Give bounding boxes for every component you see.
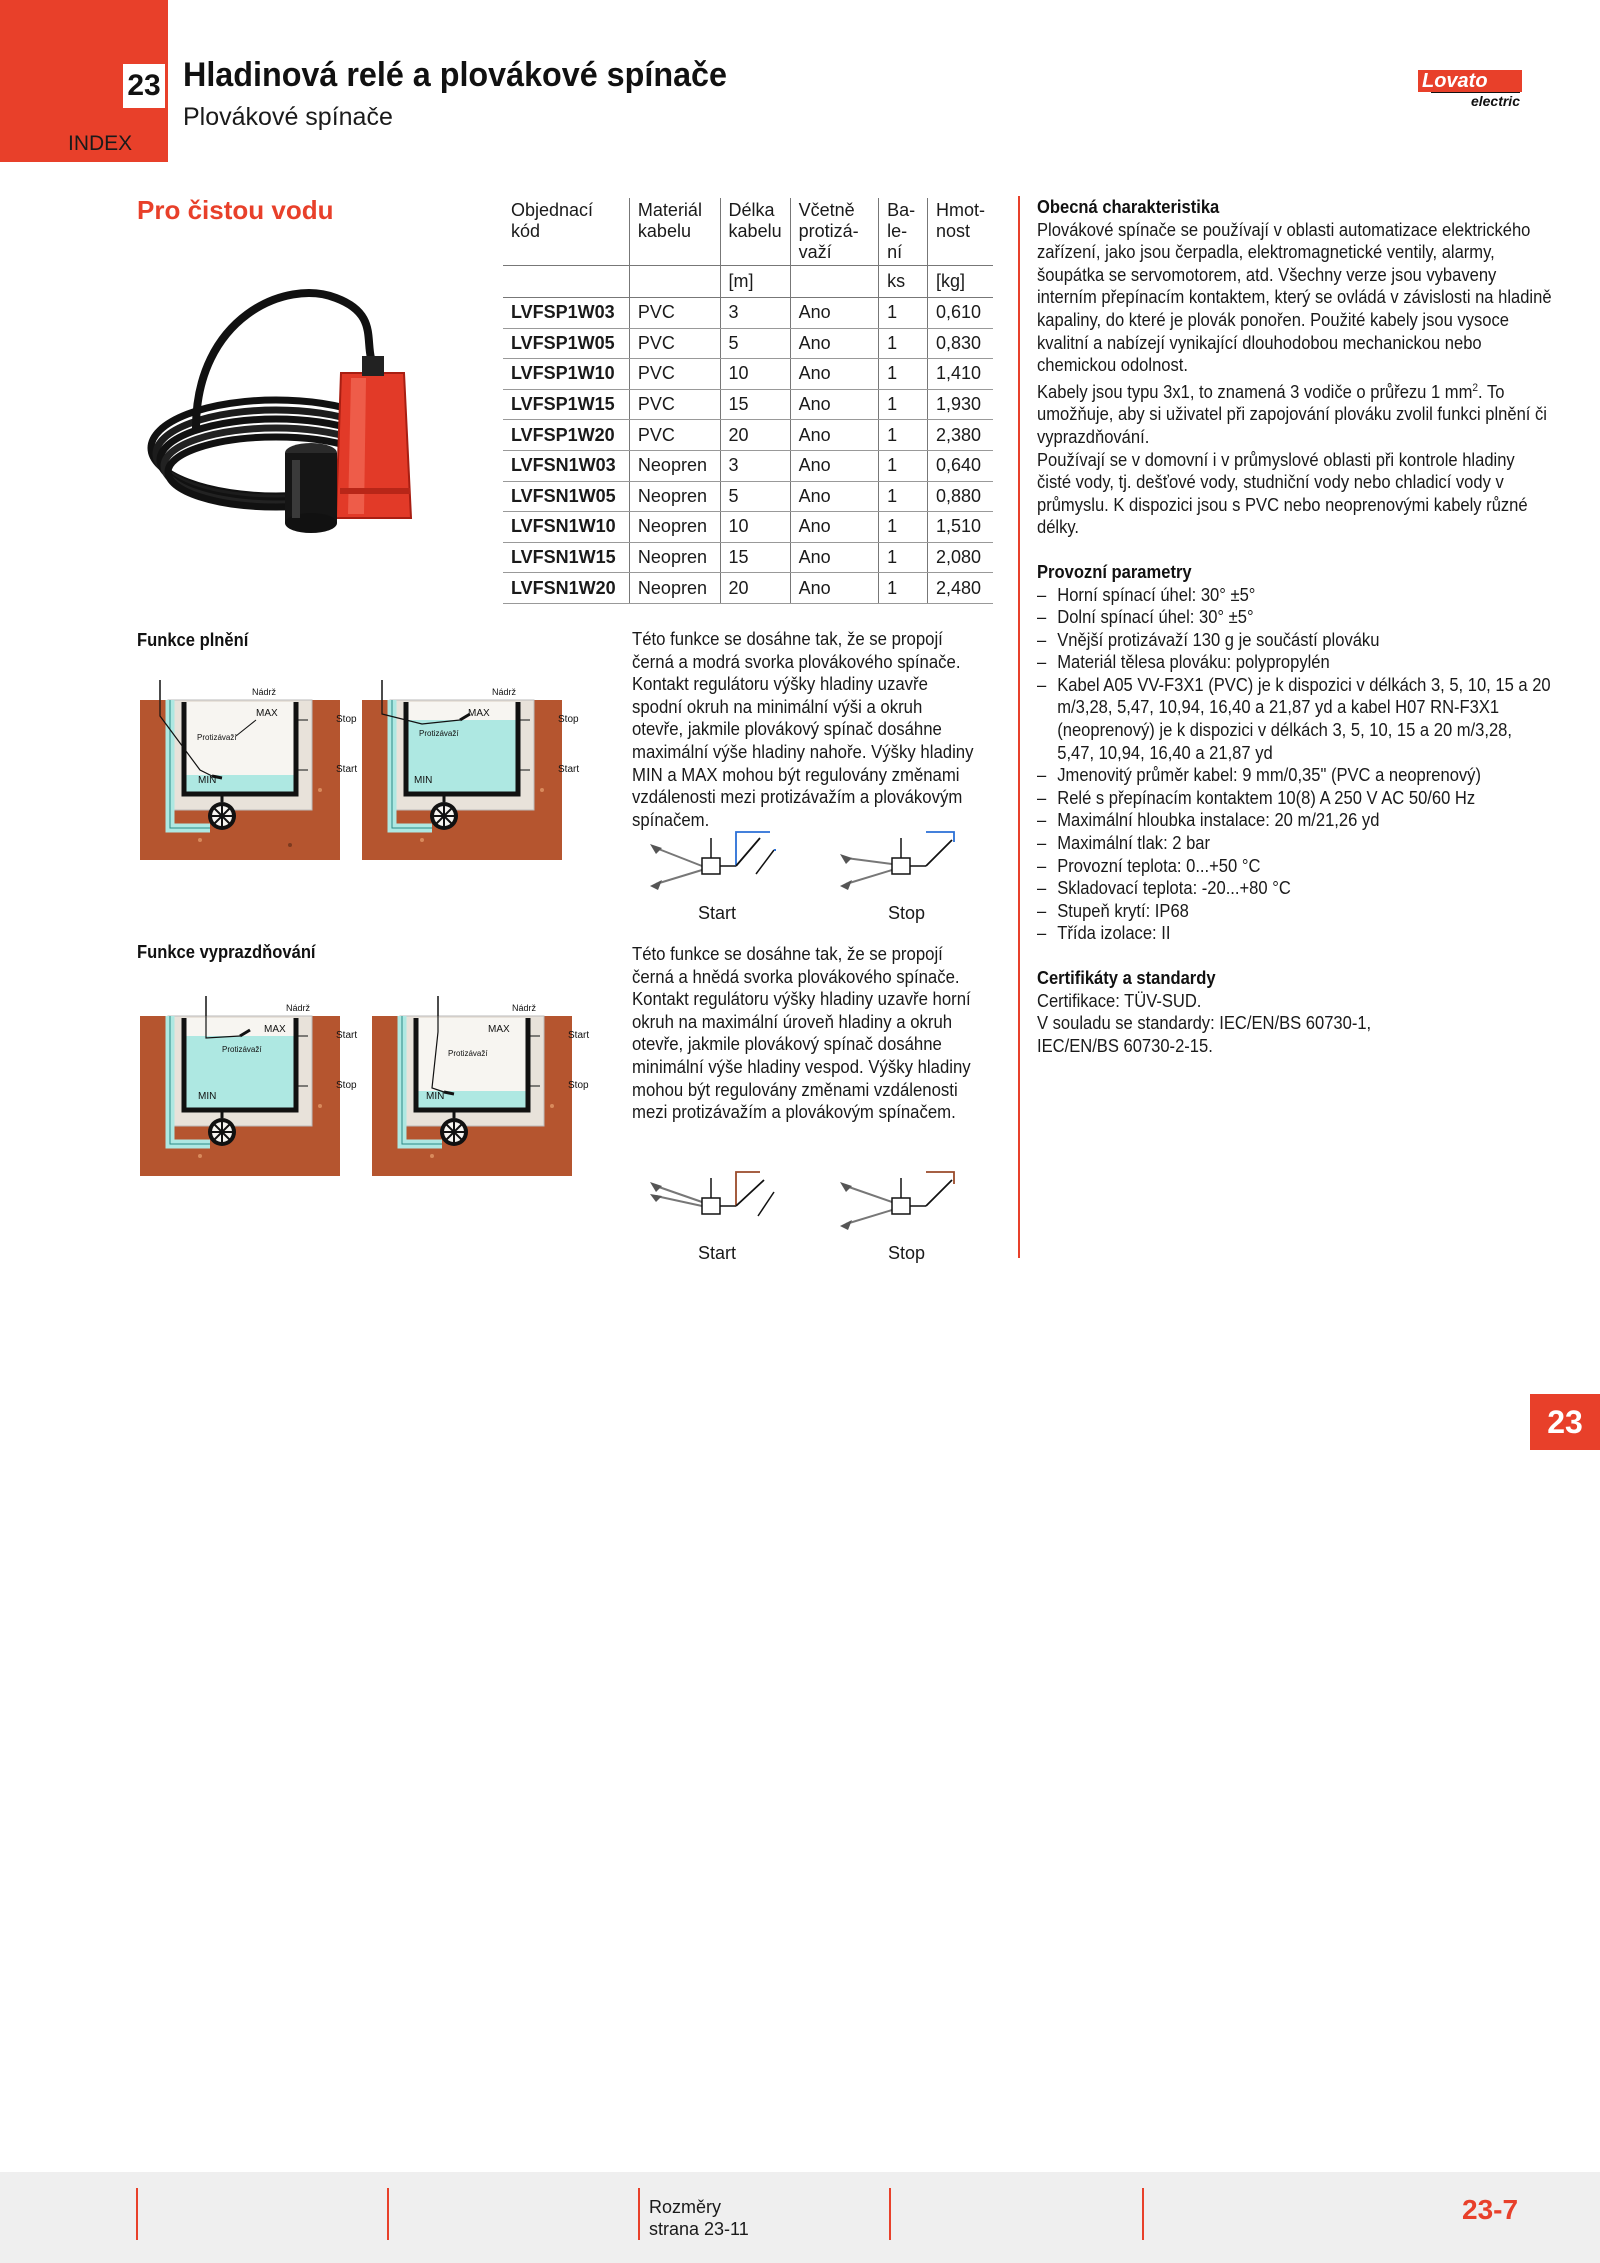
table-cell-mass: 0,610: [927, 298, 993, 329]
empty-function-heading: Funkce vyprazdňování: [137, 942, 316, 962]
footer-rule: [638, 2188, 640, 2240]
table-cell-mass: 0,640: [927, 450, 993, 481]
general-characteristics: [1037, 196, 1552, 539]
table-cell-incl: Ano: [790, 481, 879, 512]
float-switch-photo: [136, 278, 476, 538]
col-header-length: Délka kabelu: [720, 198, 790, 266]
list-item: – Horní spínací úhel: 30° ±5°: [1037, 584, 1552, 607]
table-cell-material: Neopren: [629, 450, 720, 481]
table-row: [503, 542, 993, 573]
fill-switch-label-stop: Stop: [888, 903, 926, 923]
table-cell-length: 10: [720, 359, 790, 390]
table-cell-code: LVFSN1W03: [503, 450, 629, 481]
empty-switch-label-stop: Stop: [888, 1243, 926, 1263]
certificates-line-1: Certifikace: TÜV-SUD.: [1037, 990, 1202, 1011]
fill-switch-label-start: Start: [698, 903, 737, 923]
certificates-standards: [1037, 967, 1552, 1057]
dimensions-link-title: Rozměry: [649, 2197, 722, 2217]
index-link[interactable]: INDEX: [68, 132, 133, 155]
table-cell-pack: 1: [879, 542, 928, 573]
table-cell-pack: 1: [879, 359, 928, 390]
table-row: [503, 389, 993, 420]
certificates-line-3: IEC/EN/BS 60730-2-15.: [1037, 1035, 1213, 1056]
logo-sub: electric: [1431, 92, 1520, 109]
svg-text:Start: Start: [568, 1030, 590, 1041]
list-item: – Materiál tělesa plováku: polypropylén: [1037, 651, 1552, 674]
footer-rule: [1142, 2188, 1144, 2240]
table-cell-code: LVFSP1W15: [503, 389, 629, 420]
unit-mass: [kg]: [927, 266, 993, 298]
table-row: [503, 450, 993, 481]
unit-cell: [503, 266, 629, 298]
table-cell-incl: Ano: [790, 328, 879, 359]
table-cell-mass: 0,880: [927, 481, 993, 512]
dimensions-link[interactable]: [649, 2196, 749, 2240]
svg-text:Protizávaží: Protizávaží: [419, 729, 459, 738]
table-cell-mass: 2,080: [927, 542, 993, 573]
footer-rule: [387, 2188, 389, 2240]
lovato-logo: [1418, 70, 1522, 114]
operating-parameters: [1037, 561, 1552, 945]
table-cell-length: 20: [720, 573, 790, 604]
empty-tank-diagram-low: [372, 996, 594, 1176]
list-item: – Třída izolace: II: [1037, 922, 1552, 945]
svg-text:Nádrž: Nádrž: [512, 1003, 537, 1013]
col-header-code: Objednací kód: [511, 200, 594, 241]
table-row: [503, 481, 993, 512]
table-cell-pack: 1: [879, 298, 928, 329]
unit-cell: [790, 266, 879, 298]
list-item: – Relé s přepínacím kontaktem 10(8) A 250 V AC 50/60 Hz: [1037, 787, 1552, 810]
list-item: – Kabel A05 VV-F3X1 (PVC) je k dispozici v délkách 3, 5, 10, 15 a 20 m/3,28, 5,47, 10,94, 16,40 a 21,87 yd a kabel H07 RN-F3X1 (neoprenový) je k dispozici v délkách 3, 5, 10, 15 a 20 m/3,28, 5,47, 10,94, 16,40 a 21,87 yd: [1037, 674, 1552, 764]
table-cell-code: LVFSN1W05: [503, 481, 629, 512]
page-number: 23-7: [1462, 2194, 1519, 2225]
list-item: – Skladovací teplota: -20...+80 °C: [1037, 877, 1552, 900]
svg-text:Start: Start: [558, 764, 580, 775]
table-row: [503, 328, 993, 359]
svg-text:MAX: MAX: [468, 708, 490, 719]
table-cell-pack: 1: [879, 450, 928, 481]
table-cell-material: Neopren: [629, 512, 720, 543]
certificates-heading: Certifikáty a standardy: [1037, 968, 1216, 988]
svg-text:MAX: MAX: [488, 1024, 510, 1035]
table-cell-material: Neopren: [629, 542, 720, 573]
svg-text:Nádrž: Nádrž: [252, 687, 277, 697]
svg-text:Protizávaží: Protizávaží: [222, 1045, 262, 1054]
logo-name: Lovato: [1422, 70, 1488, 92]
general-paragraph-2: Kabely jsou typu 3x1, to znamená 3 vodiče o průřezu 1 $mm^2$. To umožňuje, aby si uživatel při zapojování plováku zvolil funkci plnění či vyprazdňování.: [1037, 381, 1547, 447]
list-item: – Maximální hloubka instalace: 20 m/21,26 yd: [1037, 809, 1552, 832]
empty-switch-label-start: Start: [698, 1243, 737, 1263]
table-cell-code: LVFSN1W10: [503, 512, 629, 543]
section-title: Pro čistou vodu: [137, 195, 334, 225]
svg-text:MIN: MIN: [414, 775, 433, 786]
table-cell-pack: 1: [879, 481, 928, 512]
table-cell-mass: 1,930: [927, 389, 993, 420]
fill-switch-symbol-start: [650, 826, 800, 896]
footer-band: [0, 2172, 1600, 2263]
table-cell-length: 3: [720, 298, 790, 329]
table-cell-pack: 1: [879, 389, 928, 420]
footer-rule: [889, 2188, 891, 2240]
svg-text:Nádrž: Nádrž: [286, 1003, 311, 1013]
svg-text:Start: Start: [336, 1030, 358, 1041]
general-paragraph-1: Plovákové spínače se používají v oblasti automatizace elektrického zařízení, jako jsou čerpadla, elektromagnetické ventily, alarmy, šoupátka se servomotorem, atd. Všechny verze jsou vybaveny interním přepínacím kontaktem, který se ovládá v závislosti na hladině kapaliny, do které je plovák ponořen. Použité kabely jsou vysoce kvalitní a nabízejí vynikající dlouhodobou mechanickou nebo chemickou odolnost.: [1037, 219, 1552, 376]
table-cell-incl: Ano: [790, 298, 879, 329]
table-cell-incl: Ano: [790, 389, 879, 420]
list-item: – Vnější protizávaží 130 g je součástí plováku: [1037, 629, 1552, 652]
col-header-material: Materiál kabelu: [629, 198, 720, 266]
column-divider: [1018, 196, 1020, 1258]
table-cell-code: LVFSP1W03: [503, 298, 629, 329]
fill-switch-symbol-stop: [840, 826, 990, 896]
table-cell-length: 5: [720, 481, 790, 512]
product-table: [503, 198, 993, 604]
table-cell-incl: Ano: [790, 420, 879, 451]
page-title: Hladinová relé a plovákové spínače: [183, 56, 727, 94]
table-cell-code: LVFSP1W10: [503, 359, 629, 390]
page-subtitle: Plovákové spínače: [183, 103, 393, 131]
table-cell-incl: Ano: [790, 512, 879, 543]
empty-switch-symbol-stop: [840, 1166, 990, 1236]
table-cell-mass: 2,380: [927, 420, 993, 451]
table-cell-length: 3: [720, 450, 790, 481]
table-cell-code: LVFSP1W05: [503, 328, 629, 359]
table-cell-mass: 1,410: [927, 359, 993, 390]
table-cell-mass: 2,480: [927, 573, 993, 604]
table-row: [503, 359, 993, 390]
operating-list: [1037, 584, 1552, 946]
svg-text:Start: Start: [336, 764, 358, 775]
unit-length: [m]: [720, 266, 790, 298]
table-cell-code: LVFSP1W20: [503, 420, 629, 451]
unit-pack: ks: [879, 266, 928, 298]
unit-cell: [629, 266, 720, 298]
fill-tank-diagram-low: [140, 680, 362, 860]
table-cell-incl: Ano: [790, 573, 879, 604]
empty-function-text: Této funkce se dosáhne tak, že se propojí černá a hnědá svorka plovákového spínače. Kontakt regulátoru výšky hladiny uzavře horní okruh na maximální úroveň hladiny a okruh otevře, jakmile plovákový spínač dosáhne minimální výše hladiny vespod. Výšky hladiny mohou být regulovány změnami vzdálenosti mezi protizávažím a plovákovým spínačem.: [632, 944, 971, 1123]
chapter-side-tab[interactable]: 23: [1530, 1394, 1600, 1450]
general-paragraph-3: Používají se v domovní i v průmyslové oblasti při kontrole hladiny čisté vody, tj. dešťové vody, studniční vody nebo chladicí vody v průmyslu. K dispozici jsou s PVC nebo neoprenovými kabely různé délky.: [1037, 449, 1528, 538]
list-item: – Dolní spínací úhel: 30° ±5°: [1037, 606, 1552, 629]
svg-text:Stop: Stop: [336, 1080, 357, 1091]
table-row: [503, 298, 993, 329]
table-cell-pack: 1: [879, 512, 928, 543]
list-item: – Jmenovitý průměr kabel: 9 mm/0,35" (PVC a neoprenový): [1037, 764, 1552, 787]
table-cell-pack: 1: [879, 328, 928, 359]
svg-text:MAX: MAX: [264, 1024, 286, 1035]
table-cell-length: 15: [720, 389, 790, 420]
table-cell-material: PVC: [629, 328, 720, 359]
table-cell-material: Neopren: [629, 573, 720, 604]
empty-tank-diagram-high: [140, 996, 362, 1176]
chapter-number: 23: [123, 64, 165, 108]
table-cell-pack: 1: [879, 420, 928, 451]
operating-heading: Provozní parametry: [1037, 561, 1192, 582]
svg-text:Stop: Stop: [558, 714, 579, 725]
svg-text:Protizávaží: Protizávaží: [197, 733, 237, 742]
table-cell-incl: Ano: [790, 450, 879, 481]
table-cell-length: 20: [720, 420, 790, 451]
table-cell-code: LVFSN1W15: [503, 542, 629, 573]
svg-text:Stop: Stop: [568, 1080, 589, 1091]
table-cell-code: LVFSN1W20: [503, 573, 629, 604]
specifications-column: [1037, 196, 1552, 1079]
empty-switch-symbol-start: [650, 1166, 800, 1236]
svg-text:MIN: MIN: [426, 1091, 445, 1102]
svg-text:Protizávaží: Protizávaží: [448, 1049, 488, 1058]
table-cell-length: 10: [720, 512, 790, 543]
col-header-mass: Hmot- nost: [927, 198, 993, 266]
dimensions-link-page: strana 23-11: [649, 2219, 749, 2239]
table-cell-mass: 0,830: [927, 328, 993, 359]
table-row: [503, 512, 993, 543]
certificates-line-2: V souladu se standardy: IEC/EN/BS 60730-1,: [1037, 1013, 1372, 1034]
col-header-weight: Včetně protizá- važí: [790, 198, 879, 266]
table-cell-length: 15: [720, 542, 790, 573]
table-cell-material: PVC: [629, 420, 720, 451]
svg-text:Stop: Stop: [336, 714, 357, 725]
fill-function-text: Této funkce se dosáhne tak, že se propojí černá a modrá svorka plovákového spínače. Kontakt regulátoru výšky hladiny uzavře spodní okruh na minimální výši a okruh otevře, jakmile plovákový spínač dosáhne maximální výše hladiny nahoře. Výšky hladiny MIN a MAX mohou být regulovány změnami vzdálenosti mezi protizávažím a plovákovým spínačem.: [632, 629, 974, 830]
list-item: – Stupeň krytí: IP68: [1037, 900, 1552, 923]
col-header-pack: Ba- le- ní: [879, 198, 928, 266]
table-cell-length: 5: [720, 328, 790, 359]
table-cell-material: Neopren: [629, 481, 720, 512]
table-cell-material: PVC: [629, 298, 720, 329]
svg-text:MAX: MAX: [256, 708, 278, 719]
table-cell-material: PVC: [629, 359, 720, 390]
svg-text:MIN: MIN: [198, 1091, 217, 1102]
table-row: [503, 420, 993, 451]
list-item: – Maximální tlak: 2 bar: [1037, 832, 1552, 855]
svg-text:Nádrž: Nádrž: [492, 687, 517, 697]
table-cell-material: PVC: [629, 389, 720, 420]
footer-rule: [136, 2188, 138, 2240]
table-cell-mass: 1,510: [927, 512, 993, 543]
general-heading: Obecná charakteristika: [1037, 197, 1220, 217]
svg-text:MIN: MIN: [198, 775, 217, 786]
table-cell-incl: Ano: [790, 359, 879, 390]
fill-function-heading: Funkce plnění: [137, 630, 249, 650]
table-row: [503, 573, 993, 604]
fill-tank-diagram-high: [362, 680, 584, 860]
table-cell-pack: 1: [879, 573, 928, 604]
list-item: – Provozní teplota: 0...+50 °C: [1037, 855, 1552, 878]
table-cell-incl: Ano: [790, 542, 879, 573]
